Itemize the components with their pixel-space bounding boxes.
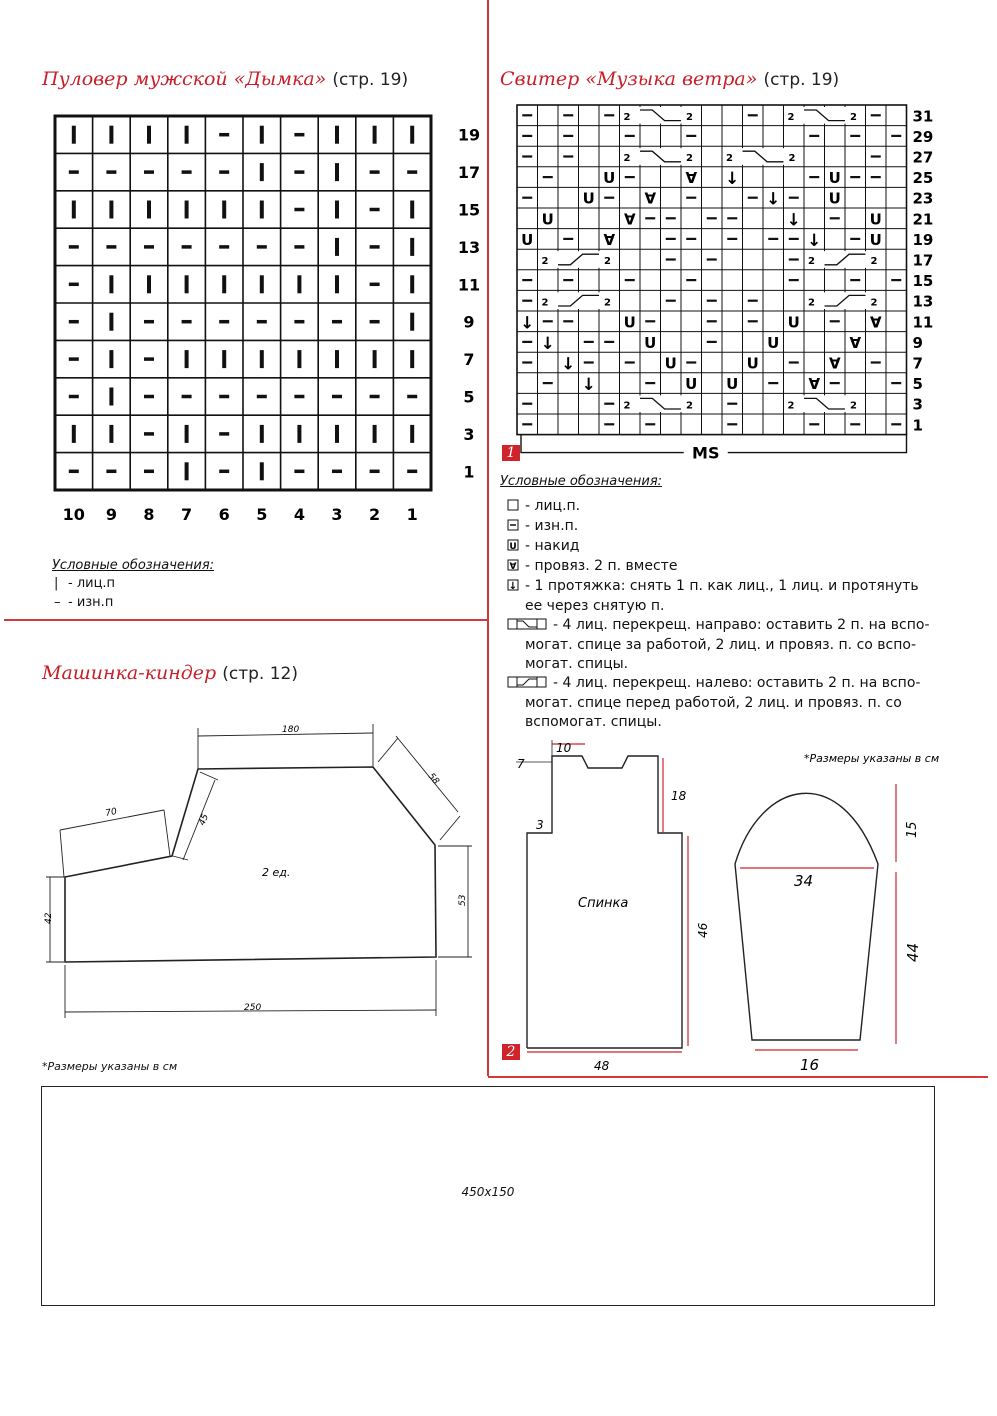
- legend2-text: - лиц.п.: [525, 498, 581, 514]
- grid1-row-label: 17: [457, 163, 480, 183]
- grid1-row-label: 15: [457, 200, 480, 220]
- cable-right-icon: [507, 617, 547, 636]
- grid1-col-label: 7: [181, 505, 193, 522]
- sw-dim-length: 46: [696, 922, 710, 938]
- arrow-down-mark: ↓: [520, 313, 535, 334]
- cable-mark: 2: [808, 297, 815, 309]
- section2-page-ref: (стр. 19): [763, 70, 840, 90]
- grid1-row-label: 1: [463, 462, 475, 482]
- grid2-row-label: 29: [912, 127, 934, 146]
- yarn-over-mark: U: [664, 354, 677, 373]
- decrease-mark: ∀: [849, 333, 862, 352]
- horizontal-divider-bottom: [488, 1076, 988, 1078]
- grid1-col-label: 9: [105, 505, 117, 522]
- arrow-down-mark: ↓: [561, 354, 576, 375]
- legend2-item: [507, 537, 947, 557]
- sw-dim-side: 3: [536, 818, 544, 832]
- decrease-icon: [507, 558, 519, 577]
- grid1-col-label: 2: [369, 505, 381, 522]
- svg-text:U: U: [509, 542, 517, 551]
- yarn-over-mark: U: [787, 313, 800, 332]
- decrease-mark: ∀: [869, 313, 882, 332]
- arrow-down-mark: ↓: [725, 169, 740, 190]
- legend2-text: - 4 лиц. перекрещ. направо: оставить 2 п. на вспо-: [553, 617, 930, 633]
- cable-mark: 2: [787, 400, 795, 412]
- cable-mark: 2: [787, 112, 795, 123]
- legend-knit-symbol: |: [54, 576, 59, 591]
- legend-purl-text: - изн.п: [68, 595, 114, 610]
- sw-dim-sleeve-width: 34: [794, 872, 814, 890]
- schema-badge-2: 2: [502, 1044, 520, 1060]
- cable-mark: 2: [686, 400, 693, 412]
- dim-bottom: 250: [244, 1003, 262, 1013]
- section1-legend: [54, 574, 115, 612]
- ad-placeholder-box: [41, 1086, 935, 1306]
- yarn-over-mark: U: [541, 210, 554, 229]
- section1-legend-title: Условные обозначения:: [52, 558, 215, 573]
- cable-mark: 2: [623, 112, 631, 123]
- cable-mark: 2: [726, 153, 733, 165]
- grid1-row-label: 7: [463, 350, 475, 370]
- grid1-row-label: 11: [457, 275, 480, 295]
- legend2-text-cont: ее через снятую п.: [525, 598, 665, 614]
- grid2-row-label: 25: [912, 169, 934, 188]
- sw-dim-shoulder-drop: 7: [517, 757, 525, 771]
- cable-left-icon: [507, 675, 547, 694]
- sleeve-outline: [735, 793, 878, 1040]
- decrease-mark: ∀: [828, 354, 841, 373]
- yarn-over-mark: U: [685, 375, 698, 394]
- grid2-row-label: 1: [912, 416, 923, 435]
- legend2-text: - изн.п.: [525, 518, 579, 534]
- dim-right: 53: [458, 894, 468, 906]
- cable-mark: 2: [850, 112, 857, 123]
- grid1-row-label: 19: [457, 125, 480, 145]
- yarn-over-mark: U: [828, 189, 841, 208]
- car-outline: [65, 767, 436, 962]
- grid1-col-label: 3: [331, 505, 343, 522]
- yarn-over-mark: U: [828, 169, 841, 188]
- legend-knit-text: - лиц.п: [68, 576, 116, 591]
- section1-title-text: Пуловер мужской «Дымка»: [42, 68, 327, 90]
- legend-purl: [54, 593, 115, 612]
- grid2-row-label: 21: [912, 210, 934, 229]
- grid1-col-label: 1: [406, 505, 418, 522]
- legend2-text-cont: могат. спице перед работой, 2 лиц. и провяз. п. со: [525, 695, 902, 711]
- back-label: Спинка: [578, 896, 629, 911]
- dim-left: 42: [44, 912, 54, 924]
- sw-dim-cap: 15: [905, 821, 920, 838]
- section1-title: [42, 68, 408, 90]
- decrease-mark: ∀: [685, 169, 698, 188]
- grid2-row-label: 27: [912, 148, 934, 167]
- grid2-row-label: 19: [912, 230, 934, 249]
- grid1-col-label: 6: [218, 505, 230, 522]
- legend2-item: [507, 616, 947, 636]
- section2-legend-title: Условные обозначения:: [500, 474, 663, 489]
- grid1-col-label: 4: [293, 505, 305, 522]
- yarn-over-mark: U: [644, 333, 657, 352]
- yarn-over-mark: U: [603, 169, 616, 188]
- legend-knit: [54, 574, 115, 593]
- yarn-over-mark: U: [521, 230, 534, 249]
- grid1-row-label: 5: [463, 387, 475, 407]
- decrease-mark: ∀: [603, 230, 616, 249]
- square-icon: [507, 498, 519, 517]
- yarn-over-mark: U: [726, 375, 739, 394]
- yarn-over-mark: U: [582, 189, 595, 208]
- dim-top: 180: [282, 725, 300, 735]
- cable-mark: 2: [604, 297, 611, 309]
- grid1-col-label: 10: [62, 505, 85, 522]
- sweater-schema: [488, 735, 988, 1075]
- sw-dim-sleeve-len: 44: [904, 942, 922, 962]
- arrow-down-icon: [507, 578, 519, 597]
- dim-left-inner: 45: [197, 812, 212, 828]
- cable-mark: 2: [541, 256, 549, 268]
- cable-mark: 2: [541, 297, 549, 309]
- grid1-row-label: 13: [457, 237, 480, 257]
- arrow-down-mark: ↓: [807, 230, 822, 251]
- section1-page-ref: (стр. 19): [332, 70, 409, 90]
- decrease-mark: ∀: [808, 375, 821, 394]
- grid2-row-label: 3: [912, 395, 923, 414]
- cable-mark: 2: [604, 256, 611, 268]
- sw-dim-cuff: 16: [800, 1056, 820, 1074]
- car-pattern-schema: [0, 700, 487, 1040]
- section3-title: [42, 662, 298, 684]
- legend2-text: - 4 лиц. перекрещ. налево: оставить 2 п. на вспо-: [553, 675, 921, 691]
- legend2-item: [507, 557, 947, 577]
- legend2-item: [507, 674, 947, 694]
- sw-dim-armhole: 18: [671, 789, 687, 803]
- grid2-row-label: 15: [912, 272, 934, 291]
- cable-mark: 2: [686, 153, 693, 165]
- svg-text:∀: ∀: [509, 562, 517, 571]
- cable-mark: 2: [788, 153, 796, 165]
- dim-left-slope: 70: [104, 806, 118, 819]
- arrow-down-mark: ↓: [766, 189, 781, 210]
- cable-mark: 2: [808, 256, 815, 268]
- cable-mark: 2: [870, 256, 878, 268]
- decrease-mark: ∀: [644, 189, 657, 208]
- grid2-row-label: 17: [912, 251, 934, 270]
- legend2-text-cont: вспомогат. спицы.: [525, 714, 662, 730]
- minus-square-icon: [507, 518, 519, 537]
- grid1-col-label: 5: [256, 505, 268, 522]
- legend2-text: - провяз. 2 п. вместе: [525, 558, 678, 574]
- legend2-item: [507, 497, 947, 517]
- section2-legend: [507, 497, 947, 732]
- cable-mark: 2: [623, 400, 631, 412]
- yarn-over-mark: U: [869, 210, 882, 229]
- yarn-over-mark: U: [746, 354, 759, 373]
- legend2-text-cont: могат. спицы.: [525, 656, 629, 672]
- cable-mark: 2: [870, 297, 878, 309]
- ms-label: MS: [692, 443, 720, 462]
- horizontal-divider-left: [4, 619, 488, 621]
- arrow-down-mark: ↓: [581, 375, 596, 396]
- section3-note: *Размеры указаны в см: [42, 1060, 178, 1073]
- grid1-row-label: 9: [463, 312, 475, 332]
- legend2-text: - 1 протяжка: снять 1 п. как лиц., 1 лиц. и протянуть: [525, 578, 919, 594]
- cable-mark: 2: [686, 112, 693, 123]
- sw-dim-neck: 10: [556, 741, 572, 755]
- legend2-item: [507, 517, 947, 537]
- cable-mark: 2: [623, 153, 631, 165]
- grid2-row-label: 5: [912, 375, 923, 394]
- grid2-row-label: 23: [912, 189, 934, 208]
- yarn-over-mark: U: [767, 333, 780, 352]
- grid1-row-label: 3: [463, 424, 475, 444]
- chart-badge-1: 1: [502, 445, 520, 461]
- cable-mark: 2: [850, 400, 857, 412]
- grid2-row-label: 9: [912, 333, 923, 352]
- car-center-label: 2 ед.: [262, 866, 291, 879]
- section3-title-text: Машинка-киндер: [42, 662, 217, 684]
- section3-page-ref: (стр. 12): [222, 664, 298, 684]
- yarn-over-mark: U: [623, 313, 636, 332]
- grid1-col-label: 8: [143, 505, 155, 522]
- legend2-text: - накид: [525, 538, 580, 554]
- legend2-item: [507, 577, 947, 597]
- legend2-text-cont: могат. спице за работой, 2 лиц. и провяз. п. со вспо-: [525, 637, 917, 653]
- decrease-mark: ∀: [623, 210, 636, 229]
- ad-placeholder-label: 450x150: [461, 1185, 515, 1199]
- arrow-down-mark: ↓: [540, 333, 555, 354]
- grid2-row-label: 7: [912, 354, 923, 373]
- pattern-grid-1: [50, 112, 480, 522]
- schema-note: *Размеры указаны в см: [804, 752, 940, 765]
- u-square-icon: [507, 538, 519, 557]
- svg-text:↓: ↓: [508, 581, 518, 591]
- grid2-row-label: 11: [912, 313, 934, 332]
- pattern-grid-2: [500, 100, 945, 462]
- legend-purl-symbol: –: [54, 595, 61, 610]
- yarn-over-mark: U: [869, 230, 882, 249]
- grid2-row-label: 31: [912, 107, 934, 126]
- arrow-down-mark: ↓: [786, 210, 801, 231]
- dim-right-slope: 58: [425, 771, 441, 787]
- section2-title-text: Свитер «Музыка ветра»: [500, 68, 758, 90]
- section2-title: [500, 68, 839, 90]
- grid2-row-label: 13: [912, 292, 934, 311]
- sw-dim-width: 48: [594, 1059, 610, 1073]
